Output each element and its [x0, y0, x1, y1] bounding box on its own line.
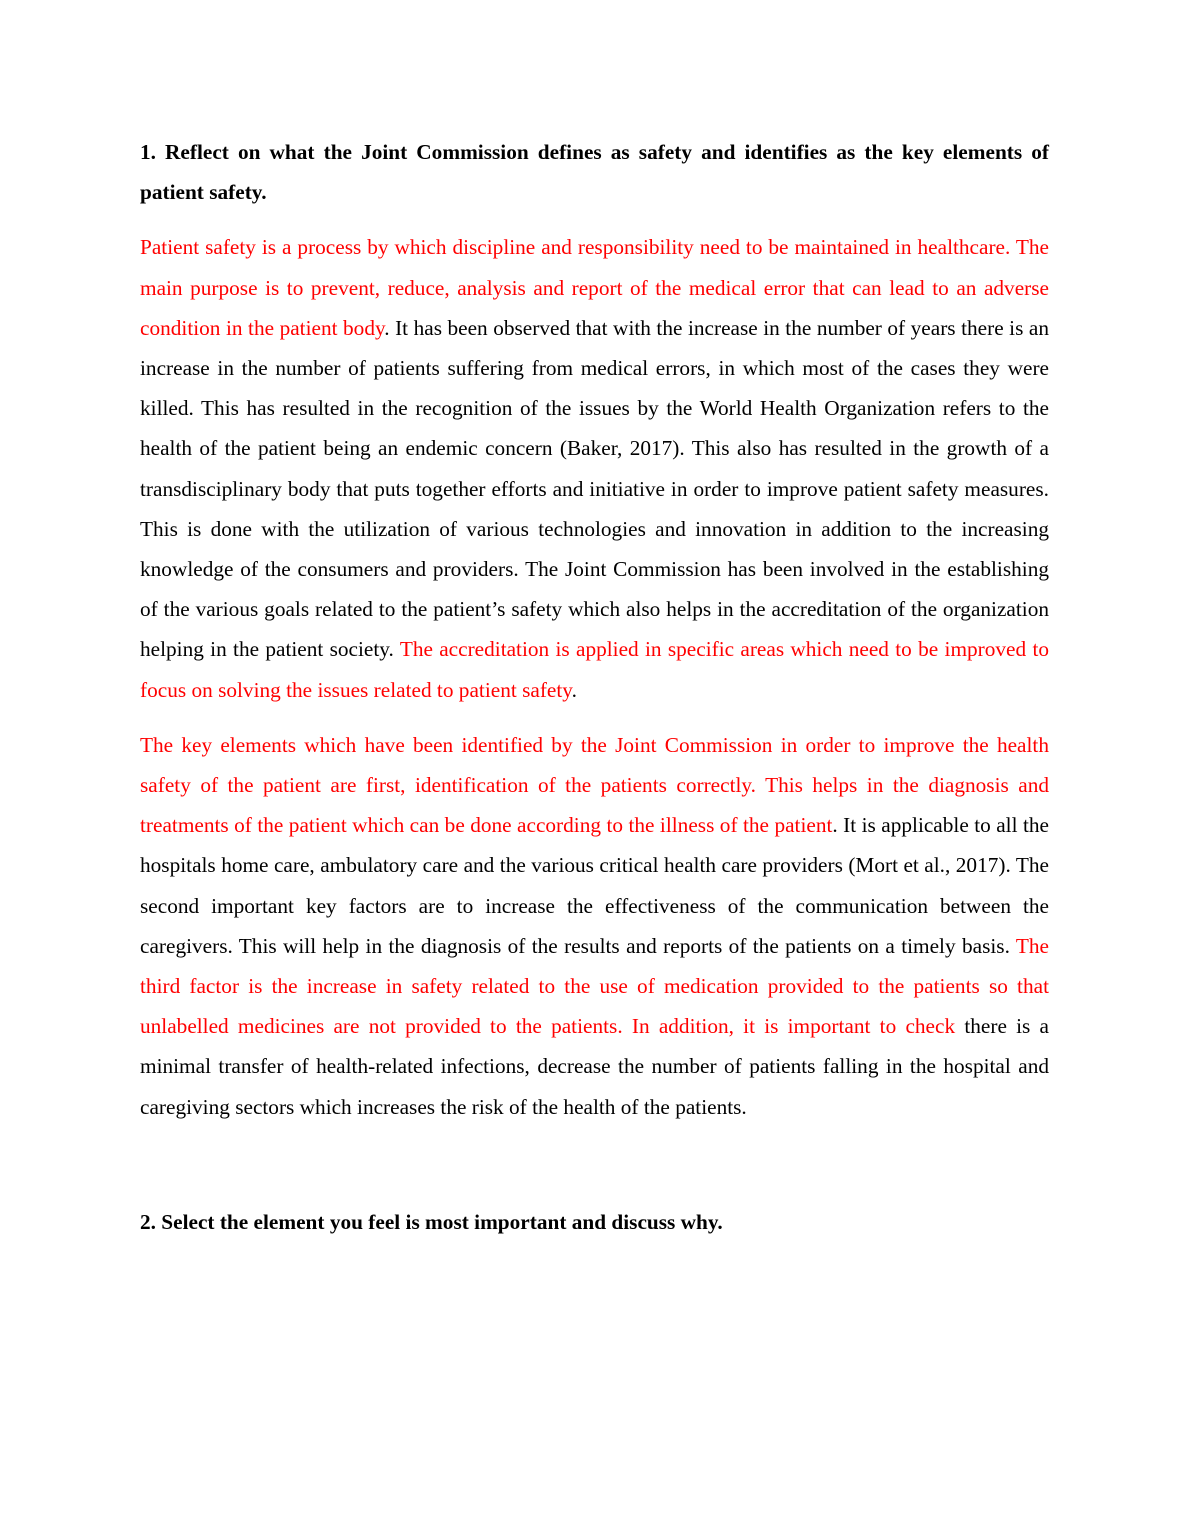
paragraph-1-highlight-1: Patient safety is a process by which discipline and responsibility need to be maintained in healthcare. The main purpose is to prevent, reduce, analysis and report of the medical error that can lead to an adverse condition in the patient body	[140, 235, 1049, 340]
paragraph-1-text-2: .	[571, 677, 577, 702]
paragraph-2-text-2: there is a minimal transfer of health-related infections, decrease the number of patients falling in the hospital and caregiving sectors which increases the risk of the health of the patients.	[140, 1014, 1049, 1119]
document-page	[140, 132, 1049, 1242]
paragraph-2-highlight-2: The third factor is the increase in safety related to the use of medication provided to the patients so that unlabelled medicines are not provided to the patients. In addition, it is important to check	[140, 933, 1049, 1039]
paragraph-2-text-1: . It is applicable to all the hospitals home care, ambulatory care and the various critical health care providers (Mort et al., 2017). The second important key factors are to increase the effectiveness of the communication between the caregivers. This will help in the diagnosis of the results and reports of the patients on a timely basis.	[140, 813, 1049, 958]
question-1-heading: 1. Reflect on what the Joint Commission defines as safety and identifies as the key elements of patient safety.	[140, 140, 1049, 205]
paragraph-1	[140, 227, 1049, 709]
paragraph-1-highlight-2: The accreditation is applied in specific areas which need to be improved to focus on solving the issues related to patient safety	[140, 637, 1050, 702]
paragraph-1-text-1: . It has been observed that with the increase in the number of years there is an increase in the number of patients suffering from medical errors, in which most of the cases they were killed. This has resulted in the recognition of the issues by the World Health Organization refers to the health of the patient being an endemic concern (Baker, 2017). This also has resulted in the growth of a transdisciplinary body that puts together efforts and initiative in order to improve patient safety measures. This is done with the utilization of various technologies and innovation in addition to the increasing knowledge of the consumers and providers. The Joint Commission has been involved in the establishing of the various goals related to the patient’s safety which also helps in the accreditation of the organization helping in the patient society.	[140, 315, 1049, 662]
paragraph-2	[140, 725, 1049, 1127]
paragraph-2-highlight-1: The key elements which have been identified by the Joint Commission in order to improve the health safety of the patient are first, identification of the patients correctly. This helps in the diagnosis and treatments of the patient which can be done according to the illness of the patient	[140, 732, 1049, 838]
question-2-heading: 2. Select the element you feel is most important and discuss why.	[140, 1209, 723, 1234]
